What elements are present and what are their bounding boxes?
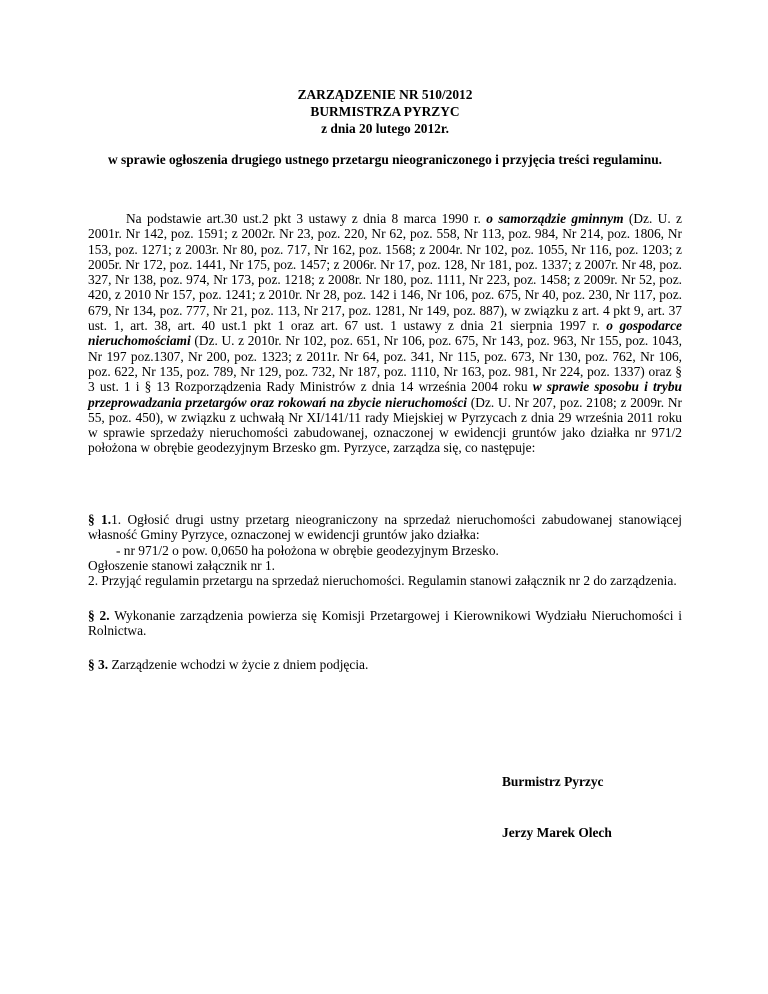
section-1-mark: § 1.: [88, 512, 112, 527]
issuer: BURMISTRZA PYRZYC: [310, 104, 460, 119]
decree-number: ZARZĄDZENIE NR 510/2012: [297, 87, 473, 102]
preamble-text-4: (Dz. U. Nr 207, poz. 2108; z 2009r. Nr 55, poz. 450), w związku z uchwałą Nr XI/141/11 rady Miejskiej w Pyrzycach z dnia 29 września 2011 roku w sprawie sprzedaży nieruchomości zabudowanej, oznaczonej w ewidencji gruntów jako działka nr 971/2 położona w obrębie geodezyjnym Brzesko gm. Pyrzyce, zarządza się, co następuje:: [88, 394, 682, 456]
section-2-text: Wykonanie zarządzenia powierza się Komisji Przetargowej i Kierownikowi Wydziału Nieruchomości i Rolnictwa.: [88, 608, 682, 639]
section-1: [88, 512, 682, 588]
preamble-text-2: (Dz. U. z 2001r. Nr 142, poz. 1591; z 2002r. Nr 23, poz. 220, Nr 62, poz. 558, Nr 113, poz. 984, Nr 214, poz. 1806, Nr 153, poz. 1271; z 2003r. Nr 80, poz. 717, Nr 162, poz. 1568; z 2004r. Nr 102, poz. 1055, Nr 116, poz. 1203; z 2005r. Nr 172, poz. 1441, Nr 175, poz. 1457; z 2006r. Nr 17, poz. 128, Nr 181, poz. 1337; z 2007r. Nr 48, poz. 327, Nr 138, poz. 974, Nr 173, poz. 1218; z 2008r. Nr 180, poz. 1111, Nr 223, poz. 1458; z 2009r. Nr 52, poz. 420, z 2010 Nr 157, poz. 1241; z 2010r. Nr 28, poz. 142 i 146, Nr 106, poz. 675, Nr 40, poz. 230, Nr 117, poz. 679, Nr 134, poz. 777, Nr 21, poz. 113, Nr 217, poz. 1281, Nr 149, poz. 887), w związku z art. 4 pkt 9, art. 37 ust. 1, art. 38, art. 40 ust.1 pkt 1 oraz art. 67 ust. 1 ustawy z dnia 21 sierpnia 1997 r.: [88, 211, 682, 334]
section-1-text-1: 1. Ogłosić drugi ustny przetarg nieograniczony na sprzedaż nieruchomości zabudowanej stanowiącej własność Gminy Pyrzyce, oznaczonej w ewidencji gruntów jako działka:: [88, 512, 682, 543]
preamble-paragraph: [88, 211, 682, 456]
preamble-italic-2: o gospodarce nieruchomościami: [88, 318, 682, 349]
section-2-mark: § 2.: [88, 608, 110, 623]
section-3-mark: § 3.: [88, 657, 109, 672]
document-subject: w sprawie ogłoszenia drugiego ustnego przetargu nieograniczonego i przyjęcia treści regulaminu.: [107, 152, 663, 167]
document-header: [88, 86, 682, 137]
section-1-item: - nr 971/2 o pow. 0,0650 ha położona w obrębie geodezyjnym Brzesko.: [116, 542, 499, 558]
preamble-text-1: Na podstawie art.30 ust.2 pkt 3 ustawy z dnia 8 marca 1990 r.: [126, 211, 487, 226]
section-2: [88, 608, 682, 639]
section-3: [88, 657, 682, 672]
section-1-text-2: Ogłoszenie stanowi załącznik nr 1.: [88, 557, 276, 573]
signature-title: Burmistrz Pyrzyc: [502, 774, 604, 789]
section-1-text-3: 2. Przyjąć regulamin przetargu na sprzedaż nieruchomości. Regulamin stanowi załącznik nr 2 do zarządzenia.: [88, 573, 677, 589]
decree-date: z dnia 20 lutego 2012r.: [321, 121, 449, 136]
section-3-text: Zarządzenie wchodzi w życie z dniem podjęcia.: [108, 657, 369, 672]
preamble-italic-1: o samorządzie gminnym: [486, 211, 624, 226]
signature-name: Jerzy Marek Olech: [502, 825, 612, 840]
preamble-text-3: (Dz. U. z 2010r. Nr 102, poz. 651, Nr 106, poz. 675, Nr 143, poz. 963, Nr 155, poz. 1043, Nr 197 poz.1307, Nr 200, poz. 1323; z 2011r. Nr 64, poz. 341, Nr 115, poz. 673, Nr 130, poz. 762, Nr 106, poz. 622, Nr 135, poz. 789, Nr 129, poz. 732, Nr 187, poz. 1110, Nr 163, poz. 981, Nr 224, poz. 1337) oraz § 3 ust. 1 i § 13 Rozporządzenia Rady Ministrów z dnia 14 września 2004 roku: [88, 333, 682, 395]
preamble-italic-3: w sprawie sposobu i trybu przeprowadzania przetargów oraz rokowań na zbycie nieruchomości: [88, 379, 683, 410]
